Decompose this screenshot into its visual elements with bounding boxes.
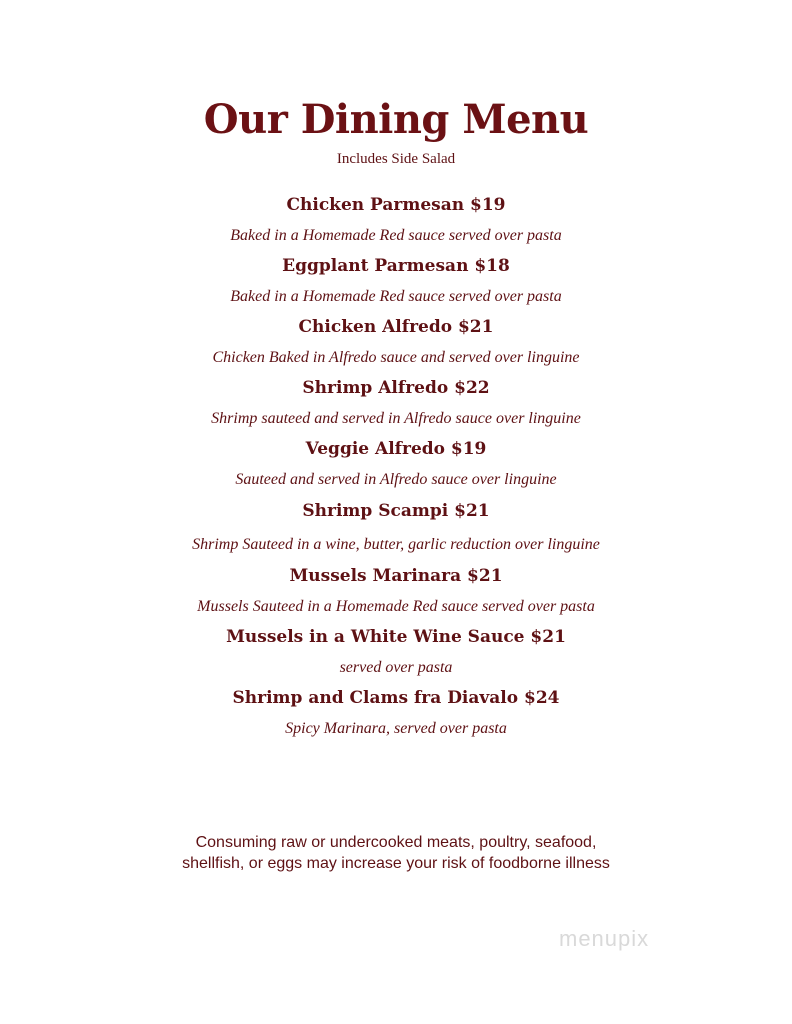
menu-item [0, 561, 792, 622]
menu-item-description: Spicy Marinara, served over pasta [285, 720, 507, 737]
watermark-logo: menupix [559, 926, 650, 951]
menu-item [0, 622, 792, 683]
menu-item [0, 312, 792, 373]
menu-item [0, 683, 792, 744]
menu-item-description: Baked in a Homemade Red sauce served over pasta [230, 227, 562, 244]
menu-item [0, 495, 792, 561]
menu-item-name: Veggie Alfredo $19 [305, 439, 487, 459]
menu-item-description: Shrimp sauteed and served in Alfredo sauce over linguine [211, 410, 581, 427]
menu-item-description: Chicken Baked in Alfredo sauce and served over linguine [212, 349, 580, 366]
menu-item-name: Shrimp and Clams fra Diavalo $24 [232, 688, 560, 708]
menu-list [0, 190, 792, 744]
menu-item-description: Baked in a Homemade Red sauce served over pasta [230, 288, 562, 305]
notice-line: Consuming raw or undercooked meats, poultry, seafood, [195, 834, 597, 851]
menu-item [0, 373, 792, 434]
menu-item [0, 434, 792, 495]
menu-item-name: Mussels in a White Wine Sauce $21 [226, 627, 566, 647]
menu-item-description: Sauteed and served in Alfredo sauce over linguine [235, 471, 557, 488]
menu-item-description: Mussels Sauteed in a Homemade Red sauce served over pasta [197, 598, 595, 615]
menu-item-name: Chicken Alfredo $21 [298, 317, 494, 337]
menu-item-description: served over pasta [339, 659, 453, 676]
menu-item [0, 251, 792, 312]
notice-line: shellfish, or eggs may increase your risk of foodborne illness [182, 855, 610, 872]
food-safety-notice [0, 832, 792, 874]
page-title: Our Dining Menu [203, 96, 589, 143]
menu-item-description: Shrimp Sauteed in a wine, butter, garlic reduction over linguine [192, 536, 600, 553]
menu-item [0, 190, 792, 251]
menu-item-name: Shrimp Alfredo $22 [302, 378, 490, 398]
menu-item-name: Chicken Parmesan $19 [286, 195, 506, 215]
page-subtitle: Includes Side Salad [336, 151, 456, 167]
menu-item-name: Mussels Marinara $21 [289, 566, 503, 586]
menu-item-name: Eggplant Parmesan $18 [282, 256, 510, 276]
menu-item-name: Shrimp Scampi $21 [302, 501, 490, 521]
